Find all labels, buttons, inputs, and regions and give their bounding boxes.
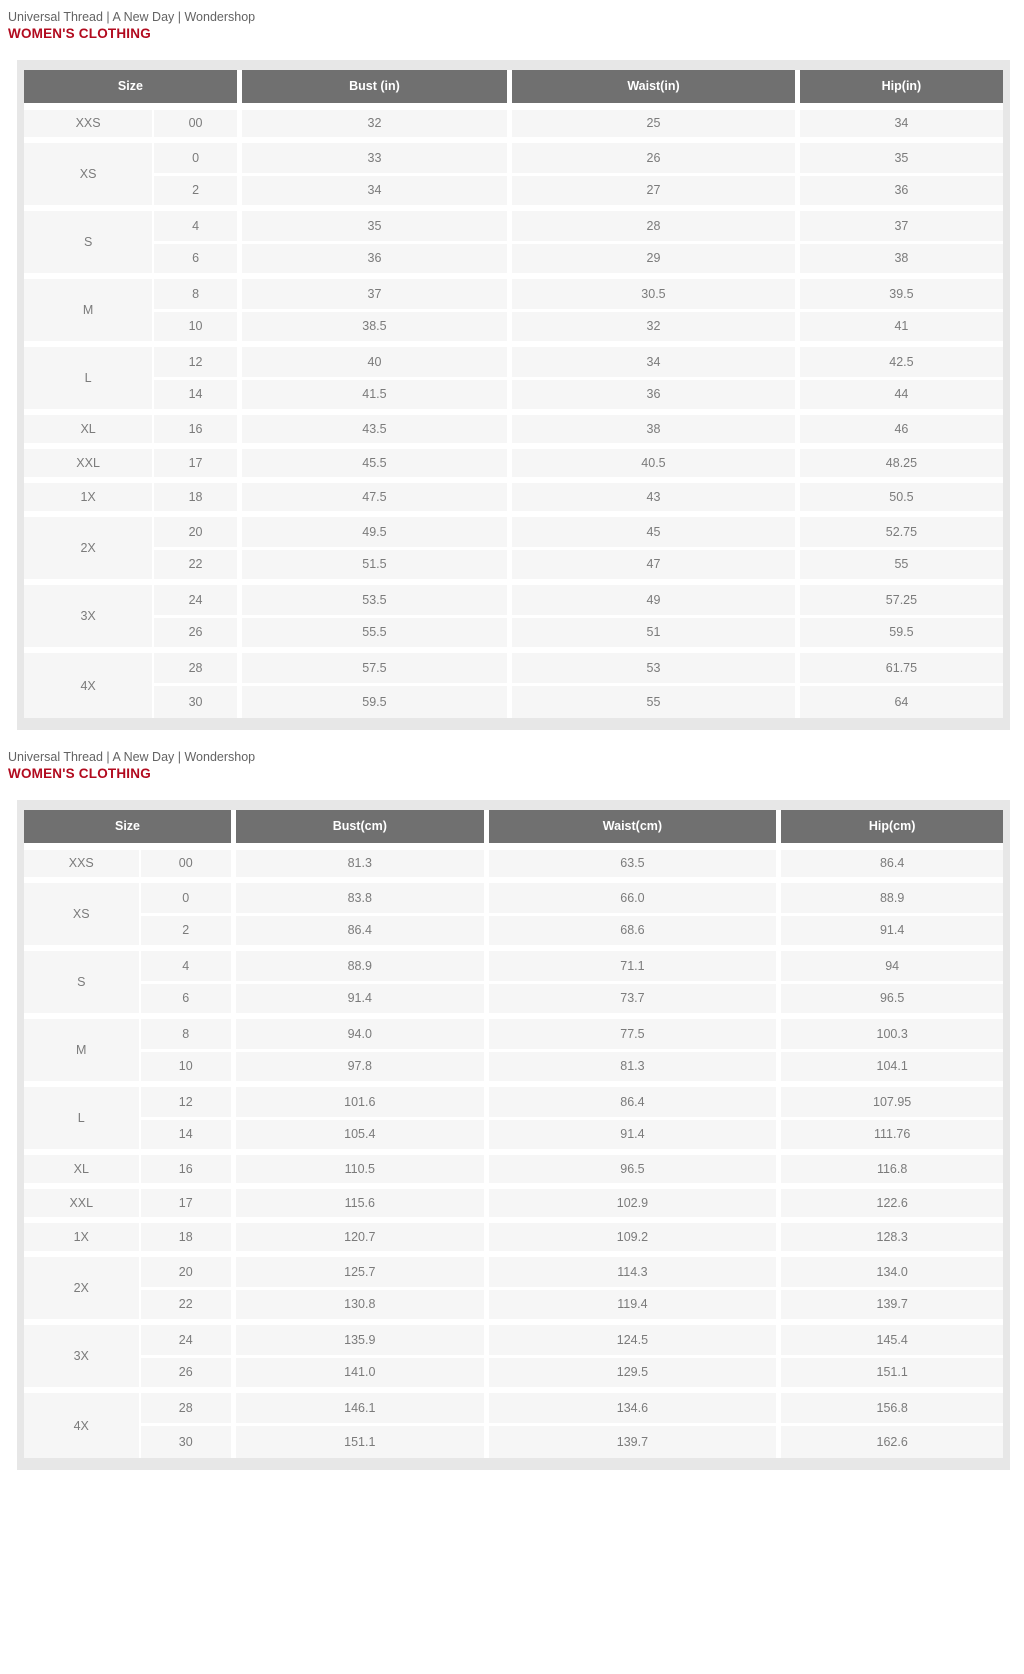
- table-body: [24, 846, 1003, 1458]
- brand-line: Universal Thread | A New Day | Wondershop: [8, 10, 256, 24]
- waist-cell: 51: [510, 616, 798, 650]
- bust-cell: 38.5: [239, 310, 509, 344]
- table-row: [24, 1016, 1003, 1050]
- size-group-cell: 4X: [24, 1390, 140, 1458]
- bust-cell: 51.5: [239, 548, 509, 582]
- table-row: [24, 106, 1003, 140]
- waist-cell: 91.4: [486, 1118, 779, 1152]
- size-number-cell: 18: [153, 480, 239, 514]
- table-row: [24, 548, 1003, 582]
- bust-cell: 49.5: [239, 514, 509, 548]
- size-number-cell: 00: [153, 106, 239, 140]
- bust-cell: 141.0: [233, 1356, 486, 1390]
- table-row: [24, 310, 1003, 344]
- hip-cell: 59.5: [797, 616, 1003, 650]
- size-group-cell: XXS: [24, 106, 153, 140]
- size-group-cell: XL: [24, 1152, 140, 1186]
- size-number-cell: 17: [153, 446, 239, 480]
- waist-cell: 66.0: [486, 880, 779, 914]
- hip-cell: 38: [797, 242, 1003, 276]
- bust-cell: 97.8: [233, 1050, 486, 1084]
- table-row: [24, 616, 1003, 650]
- bust-cell: 43.5: [239, 412, 509, 446]
- size-number-cell: 16: [140, 1152, 234, 1186]
- size-group-cell: L: [24, 344, 153, 412]
- size-number-cell: 22: [153, 548, 239, 582]
- size-table-container-centimeters: [17, 800, 1010, 1470]
- header-cell-waist: Waist(in): [510, 70, 798, 106]
- hip-cell: 134.0: [779, 1254, 1003, 1288]
- hip-cell: 139.7: [779, 1288, 1003, 1322]
- size-group-cell: XS: [24, 140, 153, 208]
- waist-cell: 47: [510, 548, 798, 582]
- size-group-cell: XXL: [24, 1186, 140, 1220]
- size-group-cell: XXS: [24, 846, 140, 880]
- size-number-cell: 28: [153, 650, 239, 684]
- hip-cell: 104.1: [779, 1050, 1003, 1084]
- waist-cell: 139.7: [486, 1424, 779, 1458]
- header-row: [24, 810, 1003, 846]
- waist-cell: 109.2: [486, 1220, 779, 1254]
- size-number-cell: 4: [140, 948, 234, 982]
- waist-cell: 102.9: [486, 1186, 779, 1220]
- table-row: [24, 514, 1003, 548]
- size-group-cell: L: [24, 1084, 140, 1152]
- category-title: WOMEN'S CLOTHING: [8, 26, 151, 41]
- table-row: [24, 344, 1003, 378]
- hip-cell: 52.75: [797, 514, 1003, 548]
- bust-cell: 45.5: [239, 446, 509, 480]
- size-chart-section-inches: [0, 0, 1024, 730]
- waist-cell: 73.7: [486, 982, 779, 1016]
- table-row: [24, 174, 1003, 208]
- table-header-row: [24, 70, 1003, 106]
- size-table-centimeters: [24, 810, 1003, 1458]
- bust-cell: 35: [239, 208, 509, 242]
- waist-cell: 81.3: [486, 1050, 779, 1084]
- waist-cell: 124.5: [486, 1322, 779, 1356]
- size-group-cell: M: [24, 1016, 140, 1084]
- waist-cell: 49: [510, 582, 798, 616]
- waist-cell: 28: [510, 208, 798, 242]
- table-row: [24, 1084, 1003, 1118]
- bust-cell: 105.4: [233, 1118, 486, 1152]
- hip-cell: 42.5: [797, 344, 1003, 378]
- table-row: [24, 1050, 1003, 1084]
- waist-cell: 40.5: [510, 446, 798, 480]
- header-cell-hip: Hip(cm): [779, 810, 1003, 846]
- table-row: [24, 880, 1003, 914]
- size-number-cell: 12: [153, 344, 239, 378]
- hip-cell: 50.5: [797, 480, 1003, 514]
- size-number-cell: 10: [140, 1050, 234, 1084]
- bust-cell: 115.6: [233, 1186, 486, 1220]
- bust-cell: 94.0: [233, 1016, 486, 1050]
- size-number-cell: 17: [140, 1186, 234, 1220]
- size-number-cell: 0: [153, 140, 239, 174]
- waist-cell: 45: [510, 514, 798, 548]
- bust-cell: 41.5: [239, 378, 509, 412]
- waist-cell: 26: [510, 140, 798, 174]
- size-number-cell: 2: [140, 914, 234, 948]
- size-number-cell: 20: [153, 514, 239, 548]
- bust-cell: 55.5: [239, 616, 509, 650]
- table-row: [24, 1152, 1003, 1186]
- size-number-cell: 0: [140, 880, 234, 914]
- size-group-cell: 2X: [24, 1254, 140, 1322]
- size-number-cell: 2: [153, 174, 239, 208]
- table-row: [24, 378, 1003, 412]
- table-row: [24, 1186, 1003, 1220]
- size-group-cell: 3X: [24, 582, 153, 650]
- table-row: [24, 480, 1003, 514]
- bust-cell: 40: [239, 344, 509, 378]
- table-header-row: [24, 810, 1003, 846]
- size-number-cell: 00: [140, 846, 234, 880]
- hip-cell: 100.3: [779, 1016, 1003, 1050]
- bust-cell: 83.8: [233, 880, 486, 914]
- size-number-cell: 14: [153, 378, 239, 412]
- category-title: WOMEN'S CLOTHING: [8, 766, 151, 781]
- size-number-cell: 16: [153, 412, 239, 446]
- bust-cell: 57.5: [239, 650, 509, 684]
- hip-cell: 128.3: [779, 1220, 1003, 1254]
- waist-cell: 32: [510, 310, 798, 344]
- size-table-container-inches: [17, 60, 1010, 730]
- hip-cell: 96.5: [779, 982, 1003, 1016]
- size-number-cell: 20: [140, 1254, 234, 1288]
- bust-cell: 146.1: [233, 1390, 486, 1424]
- hip-cell: 55: [797, 548, 1003, 582]
- waist-cell: 86.4: [486, 1084, 779, 1118]
- table-row: [24, 582, 1003, 616]
- hip-cell: 91.4: [779, 914, 1003, 948]
- size-group-cell: XS: [24, 880, 140, 948]
- size-number-cell: 28: [140, 1390, 234, 1424]
- waist-cell: 129.5: [486, 1356, 779, 1390]
- size-number-cell: 4: [153, 208, 239, 242]
- table-row: [24, 1118, 1003, 1152]
- size-group-cell: XXL: [24, 446, 153, 480]
- size-number-cell: 18: [140, 1220, 234, 1254]
- waist-cell: 30.5: [510, 276, 798, 310]
- table-row: [24, 1288, 1003, 1322]
- waist-cell: 53: [510, 650, 798, 684]
- bust-cell: 151.1: [233, 1424, 486, 1458]
- table-row: [24, 982, 1003, 1016]
- size-chart-section-centimeters: [0, 730, 1024, 1470]
- size-group-cell: 1X: [24, 480, 153, 514]
- table-row: [24, 684, 1003, 718]
- header-cell-bust: Bust (in): [239, 70, 509, 106]
- waist-cell: 68.6: [486, 914, 779, 948]
- waist-cell: 43: [510, 480, 798, 514]
- hip-cell: 35: [797, 140, 1003, 174]
- bust-cell: 135.9: [233, 1322, 486, 1356]
- size-table-inches: [24, 70, 1003, 718]
- size-number-cell: 12: [140, 1084, 234, 1118]
- table-row: [24, 1356, 1003, 1390]
- hip-cell: 41: [797, 310, 1003, 344]
- hip-cell: 61.75: [797, 650, 1003, 684]
- bust-cell: 59.5: [239, 684, 509, 718]
- hip-cell: 111.76: [779, 1118, 1003, 1152]
- size-number-cell: 6: [153, 242, 239, 276]
- hip-cell: 57.25: [797, 582, 1003, 616]
- bust-cell: 47.5: [239, 480, 509, 514]
- table-row: [24, 914, 1003, 948]
- size-group-cell: 1X: [24, 1220, 140, 1254]
- bust-cell: 37: [239, 276, 509, 310]
- size-group-cell: S: [24, 948, 140, 1016]
- hip-cell: 34: [797, 106, 1003, 140]
- size-group-cell: S: [24, 208, 153, 276]
- size-number-cell: 22: [140, 1288, 234, 1322]
- table-row: [24, 140, 1003, 174]
- waist-cell: 55: [510, 684, 798, 718]
- hip-cell: 86.4: [779, 846, 1003, 880]
- header-cell-waist: Waist(cm): [486, 810, 779, 846]
- table-row: [24, 1254, 1003, 1288]
- bust-cell: 81.3: [233, 846, 486, 880]
- bust-cell: 36: [239, 242, 509, 276]
- waist-cell: 38: [510, 412, 798, 446]
- bust-cell: 32: [239, 106, 509, 140]
- table-row: [24, 208, 1003, 242]
- table-row: [24, 446, 1003, 480]
- size-number-cell: 8: [153, 276, 239, 310]
- hip-cell: 122.6: [779, 1186, 1003, 1220]
- hip-cell: 162.6: [779, 1424, 1003, 1458]
- table-row: [24, 1390, 1003, 1424]
- size-group-cell: 3X: [24, 1322, 140, 1390]
- waist-cell: 77.5: [486, 1016, 779, 1050]
- hip-cell: 64: [797, 684, 1003, 718]
- hip-cell: 44: [797, 378, 1003, 412]
- table-row: [24, 846, 1003, 880]
- waist-cell: 34: [510, 344, 798, 378]
- waist-cell: 71.1: [486, 948, 779, 982]
- size-number-cell: 8: [140, 1016, 234, 1050]
- header-cell-bust: Bust(cm): [233, 810, 486, 846]
- hip-cell: 94: [779, 948, 1003, 982]
- hip-cell: 39.5: [797, 276, 1003, 310]
- size-group-cell: M: [24, 276, 153, 344]
- size-group-cell: 4X: [24, 650, 153, 718]
- table-row: [24, 650, 1003, 684]
- header-row: [24, 70, 1003, 106]
- waist-cell: 36: [510, 378, 798, 412]
- hip-cell: 156.8: [779, 1390, 1003, 1424]
- bust-cell: 101.6: [233, 1084, 486, 1118]
- size-number-cell: 10: [153, 310, 239, 344]
- size-number-cell: 30: [140, 1424, 234, 1458]
- hip-cell: 151.1: [779, 1356, 1003, 1390]
- header-cell-hip: Hip(in): [797, 70, 1003, 106]
- bust-cell: 33: [239, 140, 509, 174]
- header-cell-size: Size: [24, 70, 239, 106]
- waist-cell: 119.4: [486, 1288, 779, 1322]
- hip-cell: 88.9: [779, 880, 1003, 914]
- size-group-cell: XL: [24, 412, 153, 446]
- hip-cell: 48.25: [797, 446, 1003, 480]
- table-row: [24, 242, 1003, 276]
- table-row: [24, 1322, 1003, 1356]
- table-row: [24, 1424, 1003, 1458]
- bust-cell: 120.7: [233, 1220, 486, 1254]
- size-group-cell: 2X: [24, 514, 153, 582]
- hip-cell: 145.4: [779, 1322, 1003, 1356]
- hip-cell: 107.95: [779, 1084, 1003, 1118]
- bust-cell: 130.8: [233, 1288, 486, 1322]
- size-number-cell: 24: [153, 582, 239, 616]
- table-row: [24, 412, 1003, 446]
- size-number-cell: 30: [153, 684, 239, 718]
- size-number-cell: 26: [153, 616, 239, 650]
- bust-cell: 86.4: [233, 914, 486, 948]
- bust-cell: 110.5: [233, 1152, 486, 1186]
- bust-cell: 88.9: [233, 948, 486, 982]
- size-number-cell: 26: [140, 1356, 234, 1390]
- bust-cell: 53.5: [239, 582, 509, 616]
- waist-cell: 134.6: [486, 1390, 779, 1424]
- waist-cell: 63.5: [486, 846, 779, 880]
- size-number-cell: 6: [140, 982, 234, 1016]
- bust-cell: 125.7: [233, 1254, 486, 1288]
- waist-cell: 27: [510, 174, 798, 208]
- waist-cell: 25: [510, 106, 798, 140]
- bust-cell: 91.4: [233, 982, 486, 1016]
- table-row: [24, 276, 1003, 310]
- size-number-cell: 14: [140, 1118, 234, 1152]
- bust-cell: 34: [239, 174, 509, 208]
- waist-cell: 29: [510, 242, 798, 276]
- waist-cell: 114.3: [486, 1254, 779, 1288]
- hip-cell: 116.8: [779, 1152, 1003, 1186]
- header-cell-size: Size: [24, 810, 233, 846]
- brand-line: Universal Thread | A New Day | Wondershop: [8, 750, 256, 764]
- size-number-cell: 24: [140, 1322, 234, 1356]
- table-row: [24, 1220, 1003, 1254]
- hip-cell: 37: [797, 208, 1003, 242]
- hip-cell: 36: [797, 174, 1003, 208]
- waist-cell: 96.5: [486, 1152, 779, 1186]
- table-row: [24, 948, 1003, 982]
- table-body: [24, 106, 1003, 718]
- hip-cell: 46: [797, 412, 1003, 446]
